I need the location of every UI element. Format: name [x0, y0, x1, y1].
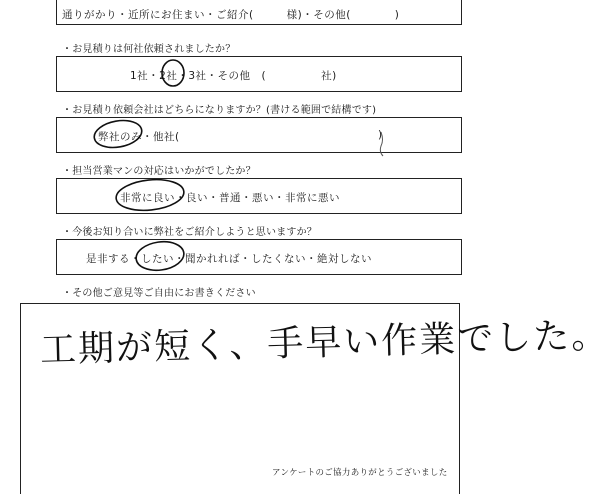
question-referral-intent: ・今後お知り合いに弊社をご紹介しようと思いますか？: [62, 227, 317, 238]
companies-options: 弊社のみ・他社(: [98, 131, 180, 143]
question-estimates: ・お見積りは何社依頼されましたか？: [62, 44, 236, 55]
question-sales-rep: ・担当営業マンの対応はいかがでしたか？: [62, 166, 256, 177]
question-companies: ・お見積り依頼会社はどちらになりますか？(書ける範囲で結構です): [62, 105, 377, 116]
estimates-options: 1社・2社・3社・その他 ( 社): [130, 70, 337, 82]
companies-close-paren: ): [378, 129, 383, 141]
sales-options: 非常に良い・良い・普通・悪い・非常に悪い: [120, 192, 340, 204]
handwritten-comment: 工期が短く、手早い作業でした。: [39, 315, 610, 371]
referral-text: 通りがかり・近所にお住まい・ご紹介( 様)・その他( ): [62, 9, 400, 21]
thanks-message: アンケートのご協力ありがとうございました: [272, 468, 448, 478]
referral-intent-options: 是非する・したい・聞かれれば・したくない・絶対しない: [86, 253, 372, 265]
question-comments: ・その他ご意見等ご自由にお書きください: [62, 288, 256, 299]
